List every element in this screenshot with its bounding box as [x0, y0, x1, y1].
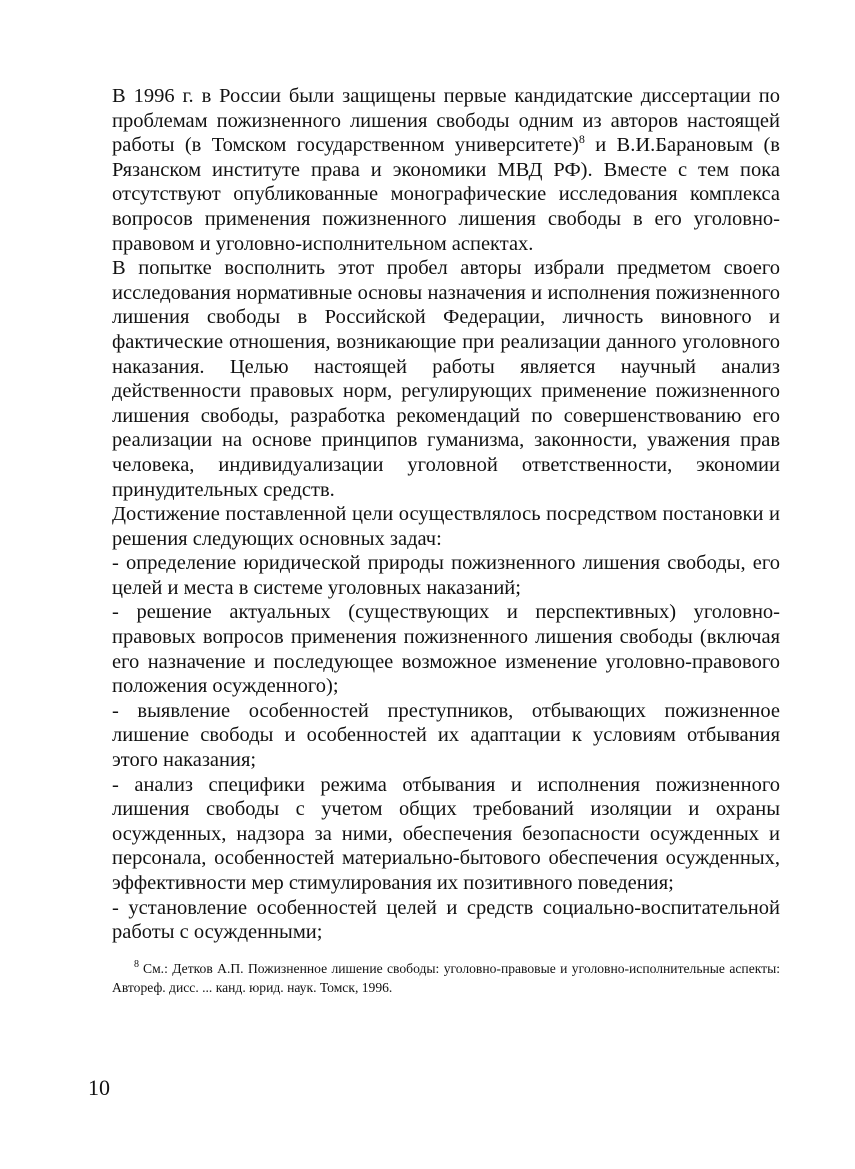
- list-item-2: - решение актуальных (существующих и перспективных) уголовно-правовых вопросов применения пожизненного лишения свободы (включая его назначение и последующее возможное изменение уголовно-правового положения осужденного);: [112, 601, 780, 698]
- list-item-1: - определение юридической природы пожизненного лишения свободы, его целей и места в системе уголовных наказаний;: [112, 552, 780, 599]
- list-item-5: - установление особенностей целей и средств социально-воспитательной работы с осужденными;: [112, 896, 780, 944]
- page-content: [112, 84, 780, 997]
- list-item-3: - выявление особенностей преступников, отбывающих пожизненное лишение свободы и особенностей их адаптации к условиям отбывания этого наказания;: [112, 699, 780, 772]
- paragraph-2: В попытке восполнить этот пробел авторы избрали предметом своего исследования нормативные основы назначения и исполнения пожизненного лишения свободы в Российской Федерации, личность виновного и фактические отношения, возникающие при реализации данного уголовного наказания. Целью настоящей работы является научный анализ действенности правовых норм, регулирующих применение пожизненного лишения свободы, разработка рекомендаций по совершенствованию его реализации на основе принципов гуманизма, законности, уважения прав человека, индивидуализации уголовной ответственности, экономии принудительных средств.: [112, 257, 780, 501]
- paragraph-1-text-after: и В.И.Барановым (в Рязанском институте права и экономики МВД РФ). Вместе с тем пока отсутствуют опубликованные монографические исследования комплекса вопросов применения пожизненного лишения свободы в его уголовно-правовом и уголовно-исполнительном аспектах.: [112, 134, 780, 255]
- paragraph-1: [112, 84, 780, 256]
- paragraph-1-text-before: В 1996 г. в России были защищены первые кандидатские диссертации по проблемам пожизненного лишения свободы одним из авторов настоящей работы (в Томском государственном университете): [112, 85, 780, 157]
- footnote: [112, 959, 780, 997]
- list-item-4: - анализ специфики режима отбывания и исполнения пожизненного лишения свободы с учетом общих требований изоляции и охраны осужденных, надзора за ними, обеспечения безопасности осужденных и персонала, особенностей материально-бытового обеспечения осужденных, эффективности мер стимулирования их позитивного поведения;: [112, 773, 780, 894]
- footnote-mark: 8: [134, 959, 139, 971]
- footnote-reference[interactable]: 8: [578, 132, 585, 147]
- body-text: [112, 84, 780, 945]
- footnote-text: См.: Детков А.П. Пожизненное лишение свободы: уголовно-правовые и уголовно-исполнительные аспекты: Автореф. дисс. ... канд. юрид. наук. Томск, 1996.: [112, 960, 780, 995]
- paragraph-3: Достижение поставленной цели осуществлялось посредством постановки и решения следующих основных задач:: [112, 503, 780, 550]
- page-number: 10: [88, 1075, 110, 1100]
